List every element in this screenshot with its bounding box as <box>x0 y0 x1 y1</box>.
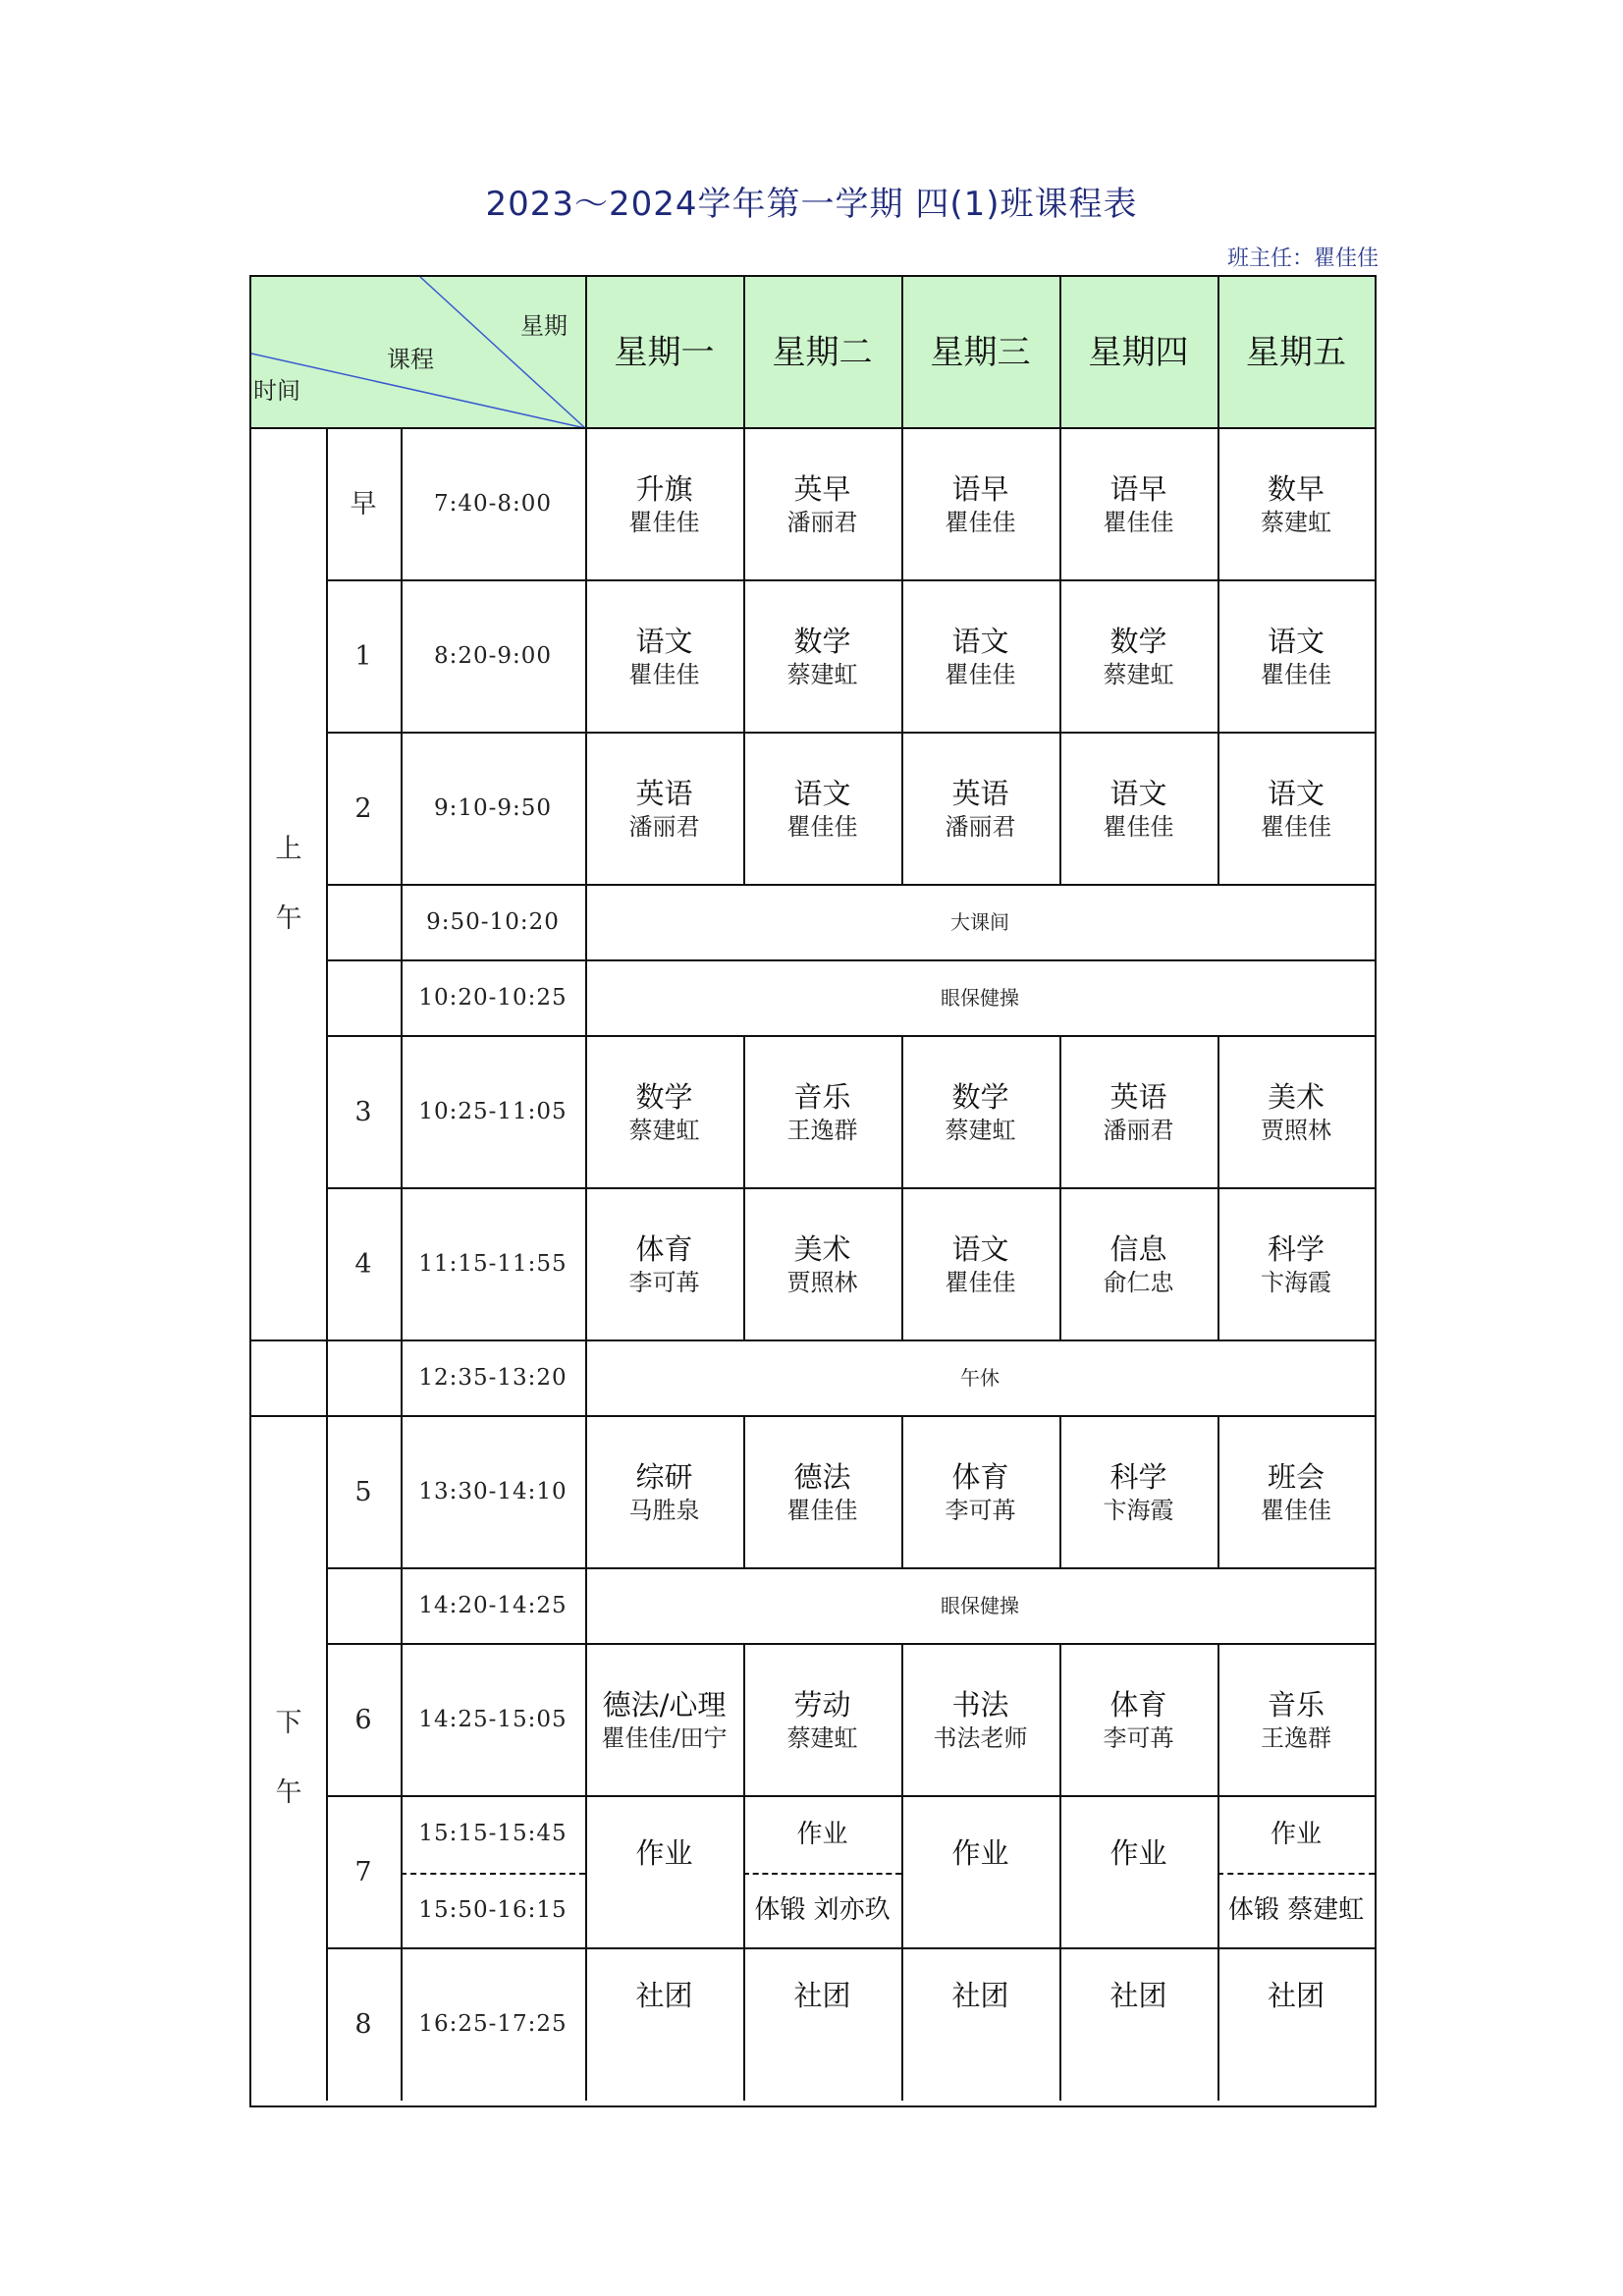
subject-label: 数学 <box>951 1080 1009 1115</box>
teacher-label: 瞿佳佳 <box>1261 1496 1331 1524</box>
page-title: 2023～2024学年第一学期 四(1)班课程表 <box>485 185 1138 224</box>
timetable-cell <box>901 1036 1059 1188</box>
grid-line <box>1217 1036 1219 1188</box>
teacher-label: 马胜泉 <box>628 1496 700 1524</box>
subject-label: 数学 <box>1109 625 1167 659</box>
grid-line <box>901 733 903 885</box>
subject-label: 数学 <box>635 1080 693 1115</box>
period-number <box>326 885 401 960</box>
timetable-cell <box>585 1416 743 1568</box>
grid-line <box>326 1036 328 1188</box>
teacher-label: 蔡建虹 <box>945 1116 1016 1144</box>
grid-line <box>401 1188 403 1340</box>
grid-line <box>401 1568 403 1644</box>
grid-line <box>1217 428 1219 580</box>
timetable-cell <box>1217 1948 1375 2101</box>
break-label: 午休 <box>960 1366 1000 1390</box>
subject-label: 班会 <box>1267 1460 1325 1495</box>
timetable-cell <box>1217 1644 1375 1796</box>
grid-line <box>585 1644 587 1796</box>
timetable-cell <box>743 428 901 580</box>
subject-label: 科学 <box>1109 1460 1167 1495</box>
period-time: 10:25-11:05 <box>418 1099 568 1125</box>
teacher-label: 蔡建虹 <box>1261 508 1331 536</box>
subject-label: 作业 <box>1109 1836 1167 1870</box>
grid-line <box>585 1568 587 1644</box>
grid-line <box>901 1036 903 1188</box>
grid-line <box>585 428 587 580</box>
subject-label: 社团 <box>1267 1979 1325 2012</box>
teacher-label: 瞿佳佳 <box>1261 660 1331 688</box>
corner-weekday-label: 星期 <box>520 312 568 340</box>
teacher-label: 贾照林 <box>1261 1116 1331 1144</box>
grid-line <box>326 960 328 1036</box>
period-time: 7:40-8:00 <box>433 491 553 518</box>
teacher-label: 潘丽君 <box>1103 1116 1174 1144</box>
subject-label: 综研 <box>635 1460 693 1495</box>
grid-line <box>326 1644 328 1796</box>
timetable-cell <box>743 1796 901 1873</box>
grid-line <box>401 580 403 733</box>
grid-line <box>401 1036 403 1188</box>
grid-line <box>743 1873 901 1875</box>
subject-label: 德法/心理 <box>602 1688 727 1722</box>
timetable-cell <box>1217 733 1375 885</box>
period-number: 早 <box>350 488 377 519</box>
grid-line <box>1059 277 1061 428</box>
teacher-label: 潘丽君 <box>786 508 858 536</box>
break-label: 眼保健操 <box>941 1594 1019 1617</box>
teacher-label: 瞿佳佳 <box>945 508 1016 536</box>
teacher-label: 蔡建虹 <box>786 1723 858 1752</box>
teacher-label: 瞿佳佳 <box>628 508 700 536</box>
timetable-cell <box>743 1188 901 1340</box>
subject-label: 语早 <box>951 472 1009 507</box>
grid-line <box>1217 580 1219 733</box>
timetable-cell <box>743 1644 901 1796</box>
timetable-cell <box>585 1644 743 1796</box>
subject-label: 体育 <box>951 1460 1009 1495</box>
grid-line <box>1217 1948 1219 2101</box>
grid-line <box>743 428 745 580</box>
teacher-label: 瞿佳佳 <box>945 660 1016 688</box>
subject-label: 科学 <box>1267 1232 1325 1267</box>
teacher-label: 王逸群 <box>1261 1723 1331 1752</box>
period-number <box>326 1568 401 1644</box>
timetable-cell <box>743 733 901 885</box>
grid-line <box>326 1340 328 1416</box>
header-day-4: 星期四 <box>1088 332 1189 372</box>
period-number <box>326 1340 401 1416</box>
subject-label: 德法 <box>793 1460 851 1495</box>
subject-label: 语文 <box>1267 777 1325 811</box>
timetable-cell <box>901 1188 1059 1340</box>
subject-label: 劳动 <box>793 1688 851 1722</box>
period-time: 10:20-10:25 <box>418 985 568 1011</box>
grid-line <box>326 1188 328 1340</box>
corner-course-label: 课程 <box>387 346 434 373</box>
timetable-cell <box>901 1796 1059 1948</box>
timetable-cell <box>1059 428 1217 580</box>
grid-line <box>401 1796 403 1948</box>
grid-line <box>585 960 587 1036</box>
grid-line <box>326 1796 328 1948</box>
teacher-label: 瞿佳佳 <box>628 660 700 688</box>
grid-line <box>743 1036 745 1188</box>
timetable-cell-lower <box>743 1873 901 1949</box>
teacher-label: 蔡建虹 <box>1103 660 1174 688</box>
grid-line <box>326 1416 328 1568</box>
subject-label: 语文 <box>951 1232 1009 1267</box>
grid-line <box>1217 277 1219 428</box>
grid-line <box>326 1568 328 1644</box>
break-label: 眼保健操 <box>941 986 1019 1010</box>
subject-label: 体育 <box>1109 1688 1167 1722</box>
timetable-cell <box>1059 1188 1217 1340</box>
teacher-label: 体锻 刘亦玖 <box>754 1895 891 1925</box>
grid-line <box>901 1416 903 1568</box>
teacher-label: 瞿佳佳 <box>1103 812 1174 841</box>
grid-line <box>1217 1416 1219 1568</box>
period-time-second: 15:50-16:15 <box>418 1896 568 1923</box>
section-morning: 上 午 <box>275 834 302 934</box>
timetable-cell <box>1059 1416 1217 1568</box>
grid-line <box>251 1415 326 1417</box>
timetable-cell <box>585 1948 743 2101</box>
teacher-label: 卞海霞 <box>1103 1496 1174 1524</box>
grid-line <box>743 1416 745 1568</box>
timetable-cell <box>1217 1036 1375 1188</box>
grid-line <box>585 1948 587 2101</box>
period-number: 3 <box>354 1096 372 1127</box>
timetable-cell <box>901 733 1059 885</box>
period-time: 14:20-14:25 <box>418 1593 568 1619</box>
section-afternoon: 下 午 <box>275 1708 302 1808</box>
teacher-label: 王逸群 <box>786 1116 858 1144</box>
subject-label: 作业 <box>951 1836 1009 1870</box>
header-day-2: 星期二 <box>772 332 873 372</box>
timetable-cell <box>585 1796 743 1948</box>
grid-line <box>251 1339 326 1341</box>
grid-line <box>401 960 403 1036</box>
timetable-cell <box>901 1644 1059 1796</box>
grid-line <box>743 1644 745 1796</box>
teacher-label: 潘丽君 <box>945 812 1016 841</box>
timetable-cell <box>743 1036 901 1188</box>
teacher-label: 瞿佳佳 <box>786 812 858 841</box>
period-number: 4 <box>354 1248 372 1280</box>
timetable-cell <box>743 580 901 733</box>
teacher-label: 瞿佳佳/田宁 <box>601 1723 728 1752</box>
grid-line <box>585 580 587 733</box>
grid-line <box>326 580 328 733</box>
grid-line <box>1059 1416 1061 1568</box>
grid-line <box>401 1873 585 1875</box>
subject-label: 社团 <box>951 1979 1009 2012</box>
grid-line <box>585 1036 587 1188</box>
header-day-3: 星期三 <box>930 332 1031 372</box>
period-time: 9:50-10:20 <box>426 909 560 936</box>
teacher-label: 瞿佳佳 <box>1103 508 1174 536</box>
grid-line <box>326 1948 328 2101</box>
period-time: 16:25-17:25 <box>418 2011 568 2038</box>
period-time: 12:35-13:20 <box>418 1365 568 1392</box>
teacher-label: 瞿佳佳 <box>1261 812 1331 841</box>
grid-line <box>401 733 403 885</box>
corner-time-label: 时间 <box>253 377 300 405</box>
subject-label: 作业 <box>796 1819 848 1849</box>
grid-line <box>585 1340 587 1416</box>
period-time: 9:10-9:50 <box>433 795 553 822</box>
grid-line <box>326 428 328 580</box>
subject-label: 语文 <box>793 777 851 811</box>
subject-label: 英语 <box>635 777 693 811</box>
timetable-cell <box>901 1416 1059 1568</box>
grid-line <box>1217 1873 1375 1875</box>
grid-line <box>585 733 587 885</box>
timetable-cell <box>585 1188 743 1340</box>
period-number: 5 <box>354 1476 372 1507</box>
subject-label: 语文 <box>1109 777 1167 811</box>
grid-line <box>585 1188 587 1340</box>
subject-label: 社团 <box>635 1979 693 2012</box>
period-number: 1 <box>354 640 372 672</box>
teacher-label: 蔡建虹 <box>628 1116 700 1144</box>
teacher-label: 卞海霞 <box>1261 1268 1331 1296</box>
period-number: 8 <box>354 2008 372 2040</box>
grid-line <box>901 277 903 428</box>
subject-label: 英语 <box>951 777 1009 811</box>
grid-line <box>1059 1948 1061 2101</box>
grid-line <box>901 1188 903 1340</box>
timetable-cell <box>1217 1796 1375 1873</box>
teacher-label: 俞仁忠 <box>1103 1268 1174 1296</box>
teacher-label: 蔡建虹 <box>786 660 858 688</box>
timetable-cell <box>1217 1416 1375 1568</box>
grid-line <box>401 428 403 580</box>
subject-label: 作业 <box>635 1836 693 1870</box>
subject-label: 升旗 <box>635 472 693 507</box>
timetable-cell <box>1059 1948 1217 2101</box>
grid-line <box>743 277 745 428</box>
teacher-label: 瞿佳佳 <box>945 1268 1016 1296</box>
period-time: 8:20-9:00 <box>433 643 553 670</box>
timetable-cell <box>743 1948 901 2101</box>
grid-line <box>1059 1188 1061 1340</box>
grid-line <box>401 1416 403 1568</box>
timetable-cell <box>901 580 1059 733</box>
grid-line <box>1217 1796 1219 1948</box>
grid-line <box>1059 1644 1061 1796</box>
teacher-label: 贾照林 <box>786 1268 858 1296</box>
period-time: 14:25-15:05 <box>418 1707 568 1733</box>
grid-line <box>1059 1796 1061 1948</box>
grid-line <box>743 733 745 885</box>
subject-label: 语文 <box>951 625 1009 659</box>
grid-line <box>585 1796 587 1948</box>
grid-line <box>1217 1644 1219 1796</box>
grid-line <box>1217 733 1219 885</box>
grid-line <box>901 1948 903 2101</box>
timetable-cell <box>1059 733 1217 885</box>
grid-line <box>1059 1036 1061 1188</box>
grid-line <box>401 1644 403 1796</box>
subject-label: 信息 <box>1109 1232 1167 1267</box>
grid-line <box>743 1188 745 1340</box>
timetable-cell <box>1059 1796 1217 1948</box>
timetable-cell <box>1217 428 1375 580</box>
timetable-cell <box>585 1036 743 1188</box>
timetable-cell <box>1059 1644 1217 1796</box>
subject-label: 社团 <box>1109 1979 1167 2012</box>
subject-label: 英早 <box>793 472 851 507</box>
period-time: 13:30-14:10 <box>418 1479 568 1505</box>
grid-line <box>901 1796 903 1948</box>
subject-label: 美术 <box>793 1232 851 1267</box>
grid-line <box>1059 428 1061 580</box>
grid-line <box>401 1948 403 2101</box>
timetable-cell <box>1217 580 1375 733</box>
grid-line <box>901 1644 903 1796</box>
grid-line <box>901 580 903 733</box>
timetable-cell <box>585 580 743 733</box>
timetable-cell <box>585 428 743 580</box>
grid-line <box>743 580 745 733</box>
subject-label: 美术 <box>1267 1080 1325 1115</box>
subject-label: 音乐 <box>793 1080 851 1115</box>
subject-label: 数学 <box>793 625 851 659</box>
timetable-cell <box>1217 1188 1375 1340</box>
teacher-label: 李可苒 <box>628 1268 700 1296</box>
grid-line <box>401 1340 403 1416</box>
timetable-cell-lower <box>1217 1873 1375 1949</box>
teacher-label: 李可苒 <box>945 1496 1016 1524</box>
period-number: 6 <box>354 1704 372 1735</box>
period-time: 15:15-15:45 <box>418 1821 568 1847</box>
teacher-label: 潘丽君 <box>628 812 700 841</box>
timetable-cell <box>743 1416 901 1568</box>
teacher-label: 书法老师 <box>933 1723 1028 1752</box>
grid-line <box>743 1948 745 2101</box>
subject-label: 作业 <box>1270 1819 1322 1849</box>
head-teacher-label: 班主任：瞿佳佳 <box>1226 246 1379 271</box>
grid-line <box>585 885 587 960</box>
subject-label: 音乐 <box>1267 1688 1325 1722</box>
grid-line <box>401 885 403 960</box>
subject-label: 语文 <box>1267 625 1325 659</box>
grid-line <box>1217 1188 1219 1340</box>
teacher-label: 瞿佳佳 <box>786 1496 858 1524</box>
timetable-cell <box>585 733 743 885</box>
subject-label: 语早 <box>1109 472 1167 507</box>
period-number: 2 <box>354 793 372 824</box>
break-label: 大课间 <box>950 910 1009 934</box>
header-day-1: 星期一 <box>614 332 715 372</box>
subject-label: 书法 <box>951 1688 1009 1722</box>
teacher-label: 体锻 蔡建虹 <box>1227 1895 1365 1925</box>
grid-line <box>901 428 903 580</box>
period-time: 11:15-11:55 <box>418 1251 568 1278</box>
period-number: 7 <box>354 1856 372 1887</box>
subject-label: 数早 <box>1267 472 1325 507</box>
teacher-label: 李可苒 <box>1103 1723 1174 1752</box>
grid-line <box>1059 733 1061 885</box>
subject-label: 英语 <box>1109 1080 1167 1115</box>
timetable-cell <box>901 428 1059 580</box>
timetable-cell <box>1059 580 1217 733</box>
timetable-grid <box>249 275 1377 2107</box>
grid-line <box>585 277 587 428</box>
period-number <box>326 960 401 1036</box>
timetable-cell <box>901 1948 1059 2101</box>
grid-line <box>1059 580 1061 733</box>
subject-label: 社团 <box>793 1979 851 2012</box>
subject-label: 体育 <box>635 1232 693 1267</box>
header-day-5: 星期五 <box>1246 332 1346 372</box>
grid-line <box>326 733 328 885</box>
grid-line <box>326 885 328 960</box>
timetable-cell <box>1059 1036 1217 1188</box>
subject-label: 语文 <box>635 625 693 659</box>
grid-line <box>585 1416 587 1568</box>
grid-line <box>743 1796 745 1948</box>
